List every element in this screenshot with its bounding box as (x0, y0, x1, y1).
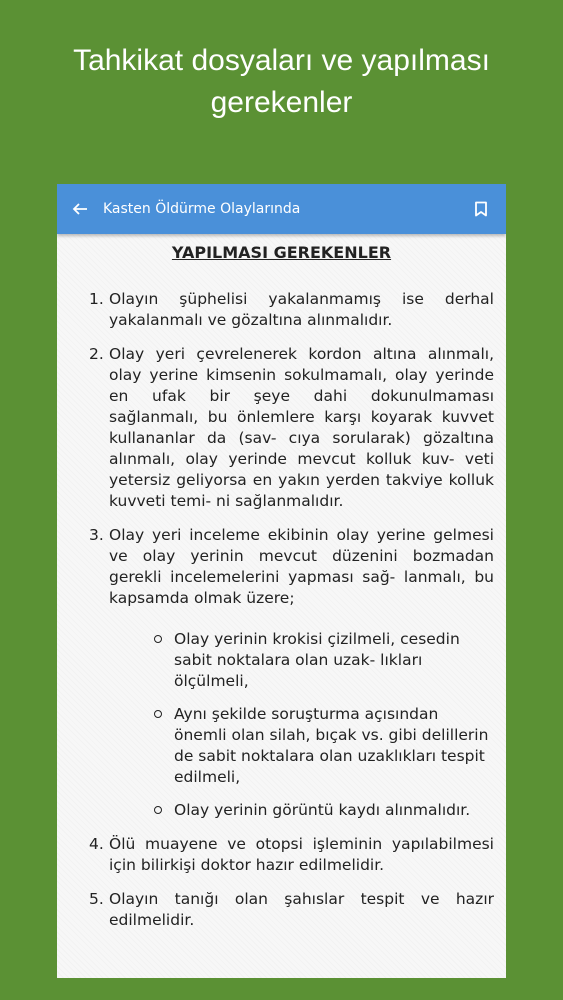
app-bar (57, 184, 506, 234)
list-item-text: Olay yeri inceleme ekibinin olay yerine gelmesi ve olay yerinin mevcut düzenini bozmadan gerekli incelemelerini yapması sağ- lanmalı, bu kapsamda olmak üzere; (109, 526, 494, 607)
promo-title-line1: Tahkikat dosyaları ve yapılması (73, 44, 490, 77)
list-item (89, 289, 494, 331)
list-item-number: 3. (89, 526, 104, 544)
list-item-text: Olayın şüphelisi yakalanmamış ise derhal yakalanmalı ve gözaltına alınmalıdır. (109, 290, 494, 329)
document-content[interactable] (57, 234, 506, 978)
sub-list-item-text: Aynı şekilde soruşturma açısından önemli olan silah, bıçak vs. gibi delillerin de sabit noktalara olan uzaklıkları tespit edilmeli, (174, 705, 489, 786)
arrow-left-icon (72, 201, 88, 217)
list-item-number: 4. (89, 835, 104, 853)
list-item-number: 1. (89, 290, 104, 308)
list-item-number: 2. (89, 345, 104, 363)
list-item (89, 889, 494, 931)
phone-screen (57, 184, 506, 978)
list-item (89, 525, 494, 821)
list-item (89, 834, 494, 876)
sub-list-item-text: Olay yerinin krokisi çizilmeli, cesedin sabit noktalara olan uzak- lıkları ölçülmeli, (174, 630, 460, 690)
sub-list-item (154, 704, 494, 788)
list-item (89, 344, 494, 512)
requirements-list (89, 289, 494, 944)
list-item-number: 5. (89, 890, 104, 908)
list-item-text: Olayın tanığı olan şahıslar tespit ve hazır edilmelidir. (109, 890, 494, 929)
circle-bullet-icon (154, 635, 162, 643)
app-bar-title: Kasten Öldürme Olaylarında (103, 201, 301, 217)
document-heading: YAPILMASI GEREKENLER (171, 243, 392, 262)
circle-bullet-icon (154, 710, 162, 718)
bookmark-button[interactable] (456, 184, 506, 234)
sub-list-item (154, 629, 494, 692)
circle-bullet-icon (154, 806, 162, 814)
sub-list-item-text: Olay yerinin görüntü kaydı alınmalıdır. (174, 801, 471, 819)
list-item-text: Olay yeri çevrelenerek kordon altına alınmalı, olay yerine kimsenin sokulmamalı, olay yerinde en ufak bir şeye dahi dokunulmaması sağlanmalı, bu önlemlere karşı koyarak kuvvet kullananlar da (sav- cıya sorularak) gözaltına alınmalı, olay yerinde mevcut kolluk kuv- veti yetersiz geliyorsa en yakın yerden takviye kolluk kuvveti temi- ni sağlanmalıdır. (109, 345, 494, 510)
back-button[interactable] (57, 184, 103, 234)
bookmark-icon (474, 201, 488, 217)
list-item-text: Ölü muayene ve otopsi işleminin yapılabilmesi için bilirkişi doktor hazır edilmelidir. (109, 835, 494, 874)
sub-list-item (154, 800, 494, 821)
promo-title-line2: gerekenler (210, 86, 353, 119)
promo-title (0, 40, 563, 124)
sub-list (109, 629, 494, 821)
